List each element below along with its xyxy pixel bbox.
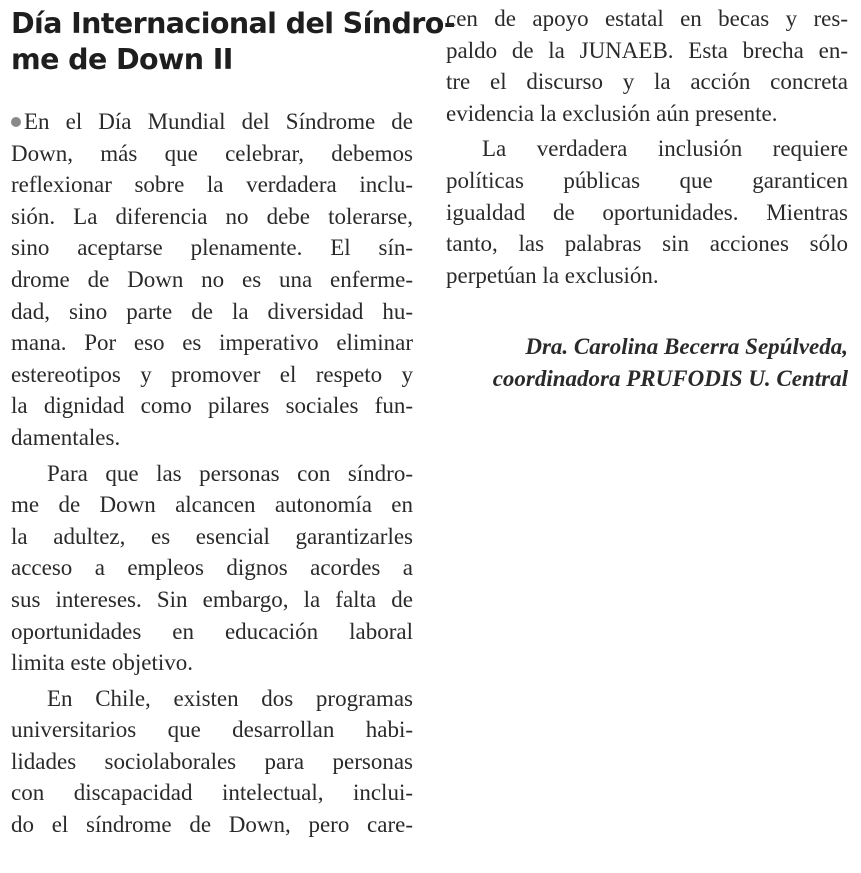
text-line: me de Down alcancen autonomía en [11,492,413,518]
text-line: dad, sino parte de la diversidad hu- [11,298,413,324]
text-line: estereotipos y promover el respeto y [11,361,413,387]
text-line: con discapacidad intelectual, inclui- [11,780,413,806]
author-affiliation: coordinadora PRUFODIS U. Central [492,365,848,391]
text-line: sión. La diferencia no debe tolerarse, [11,203,413,229]
text-line: limita este objetivo. [11,650,194,676]
paragraph-2 [11,458,413,679]
text-line: sus intereses. Sin embargo, la falta de [11,586,413,612]
text-line: perpetúan la exclusión. [446,262,659,288]
left-column [11,0,455,841]
text-line: la dignidad como pilares sociales fun- [11,393,413,419]
text-line: mana. Por eso es imperativo eliminar [11,330,413,356]
text-line: tre el discurso y la acción concreta [446,69,848,95]
text-line: La verdadera inclusión requiere [482,136,848,162]
text-line: Down, más que celebrar, debemos [11,140,413,166]
text-line: En Chile, existen dos programas [47,685,413,711]
headline-line: Día Internacional del Síndro- [11,7,455,40]
article-body-right [446,3,848,291]
text-line: la adultez, es esencial garantizarles [11,523,413,549]
headline-line: me de Down II [11,43,233,76]
text-line: lidades sociolaborales para personas [11,748,413,774]
paragraph-3 [11,683,413,841]
text-line: tanto, las palabras sin acciones sólo [446,231,848,257]
headline [11,6,455,78]
text-line: do el síndrome de Down, pero care- [11,812,413,838]
paragraph-4 [446,133,848,291]
paragraph-3-continued [446,3,848,129]
text-line: universitarios que desarrollan habi- [11,717,413,743]
right-column [446,0,848,395]
article-body-left [11,106,413,841]
text-line-content: En el Día Mundial del Síndrome de [24,109,413,134]
text-line: oportunidades en educación laboral [11,618,413,644]
text-line [11,106,413,138]
text-line: Para que las personas con síndro- [47,460,413,486]
bullet-dot-icon [11,117,21,127]
text-line: cen de apoyo estatal en becas y res- [446,6,848,31]
text-line: damentales. [11,424,121,450]
text-line: igualdad de oportunidades. Mientras [446,199,848,225]
text-line: acceso a empleos dignos acordes a [11,555,413,581]
text-line: evidencia la exclusión aún presente. [446,100,778,126]
text-line: paldo de la JUNAEB. Esta brecha en- [446,37,848,63]
author-signature [446,331,848,394]
text-line: reflexionar sobre la verdadera inclu- [11,172,413,198]
text-line: drome de Down no es una enferme- [11,266,413,292]
paragraph-1 [11,106,413,454]
text-line: sino aceptarse plenamente. El sín- [11,235,413,261]
text-line: políticas públicas que garanticen [446,167,848,193]
author-name: Dra. Carolina Becerra Sepúlveda, [525,334,848,360]
